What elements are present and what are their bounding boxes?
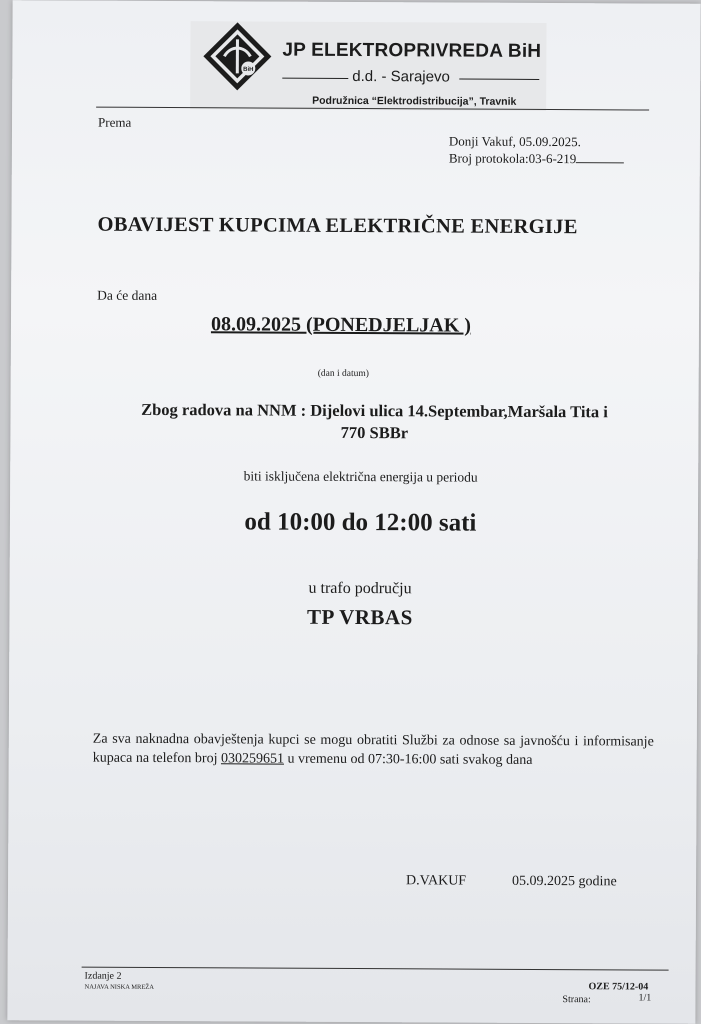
footer-divider bbox=[82, 967, 669, 971]
outage-date: 08.09.2025 (PONEDJELJAK ) bbox=[210, 313, 472, 337]
protocol-text: Broj protokola:03-6-219 bbox=[448, 150, 577, 167]
phone-number: 030259651 bbox=[220, 751, 285, 767]
works-description bbox=[96, 399, 652, 446]
area-label: u trafo području bbox=[308, 579, 412, 598]
date-caption: (dan i datum) bbox=[317, 368, 369, 380]
edition-subtitle: NAJAVA NISKA MREŽA bbox=[84, 983, 154, 991]
notice-title: OBAVIJEST KUPCIMA ELEKTRIČNE ENERGIJE bbox=[97, 213, 578, 239]
contact-text: Za sva naknadna obavještenja kupci se mogu obratiti Službi za odnose sa javnošću i informisanje kupaca na telefon broj bbox=[92, 731, 654, 767]
company-logo bbox=[202, 21, 272, 91]
outage-time-range: od 10:00 do 12:00 sati bbox=[244, 508, 477, 537]
works-line-2: 770 SBBr bbox=[340, 422, 409, 443]
contact-paragraph bbox=[93, 730, 654, 771]
page-number: 1/1 bbox=[638, 992, 652, 1004]
works-line-1: Zbog radova na NNM : Dijelovi ulica 14.Septembar,Maršala Tita i bbox=[141, 399, 608, 422]
place-and-date: Donji Vakuf, 05.09.2025. bbox=[448, 133, 581, 150]
recipient-label: Prema bbox=[97, 114, 132, 130]
intro-text: Da će dana bbox=[97, 287, 158, 303]
edition-label: Izdanje 2 bbox=[84, 970, 122, 982]
company-name: JP ELEKTROPRIVREDA BiH bbox=[282, 39, 542, 62]
logo-text: BiH bbox=[243, 66, 254, 73]
page-label: Strana: bbox=[562, 994, 591, 1006]
document-code: OZE 75/12-04 bbox=[588, 981, 649, 993]
company-subtitle: d.d. - Sarajevo bbox=[352, 67, 450, 86]
protocol-fill-line bbox=[576, 162, 624, 163]
transformer-area: TP VRBAS bbox=[307, 604, 413, 630]
notice-document bbox=[7, 0, 700, 1024]
branch-name: Podružnica “Elektrodistribucija”, Travnik bbox=[312, 94, 517, 108]
signature-place: D.VAKUF bbox=[406, 873, 467, 889]
signature-date: 05.09.2025 godine bbox=[512, 873, 617, 890]
outage-text: biti isključena električna energija u periodu bbox=[243, 468, 478, 485]
contact-hours: u vremenu od 07:30-16:00 sati svakog dana bbox=[283, 751, 533, 768]
protocol-number bbox=[449, 150, 625, 167]
